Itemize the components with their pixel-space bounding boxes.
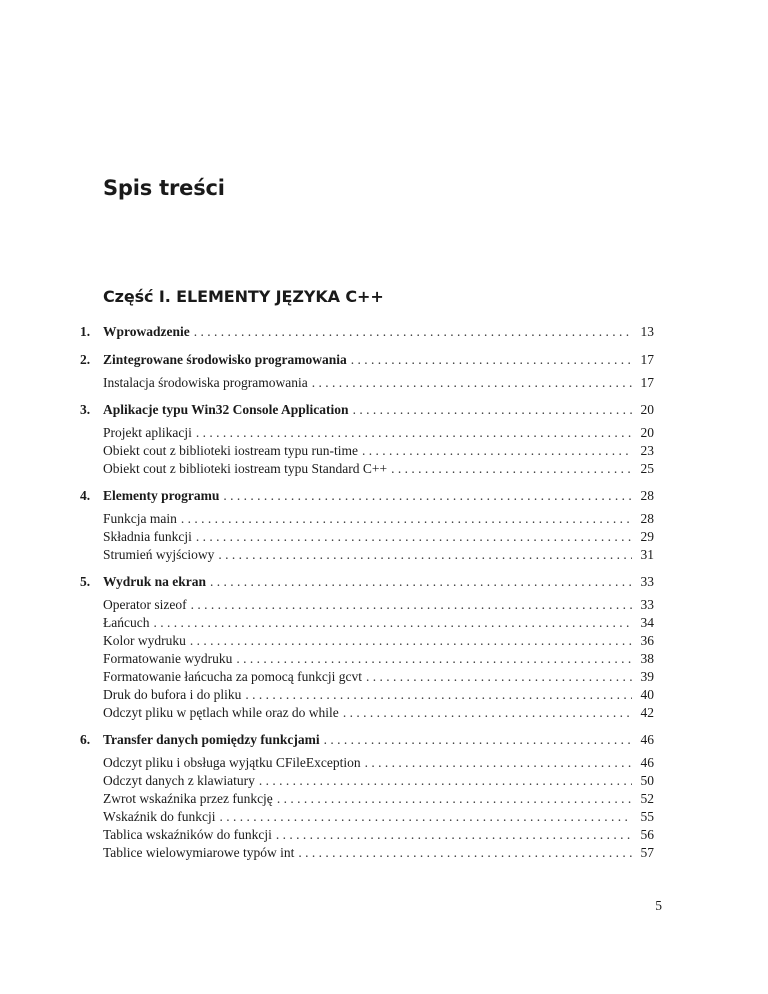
toc-section-list	[80, 510, 654, 564]
dot-leader	[153, 614, 632, 632]
section-page: 57	[640, 845, 654, 860]
section-title: Odczyt pliku i obsługa wyjątku CFileException	[103, 755, 361, 770]
chapter-page: 13	[640, 324, 654, 339]
dot-leader	[343, 704, 632, 722]
section-page: 56	[640, 827, 654, 842]
toc-section-entry[interactable]	[80, 790, 654, 808]
page-number: 5	[655, 898, 662, 913]
toc-section-entry[interactable]	[80, 374, 654, 392]
chapter-number: 2.	[80, 352, 91, 367]
section-page: 46	[640, 755, 654, 770]
section-title: Strumień wyjściowy	[103, 547, 215, 562]
dot-leader	[391, 460, 632, 478]
toc-section-entry[interactable]	[80, 754, 654, 772]
section-title: Zwrot wskaźnika przez funkcję	[103, 791, 273, 806]
toc-section-entry[interactable]	[80, 668, 654, 686]
dot-leader	[218, 546, 632, 564]
toc-section-list	[80, 374, 654, 392]
section-page: 36	[640, 633, 654, 648]
section-title: Odczyt danych z klawiatury	[103, 773, 255, 788]
section-title: Projekt aplikacji	[103, 425, 192, 440]
toc-section-entry[interactable]	[80, 424, 654, 442]
toc-section-entry[interactable]	[80, 826, 654, 844]
section-title: Operator sizeof	[103, 597, 187, 612]
toc-chapter-entry[interactable]	[80, 350, 654, 370]
chapter-page: 46	[640, 732, 654, 747]
dot-leader	[362, 442, 632, 460]
toc-section-entry[interactable]	[80, 442, 654, 460]
section-page: 28	[640, 511, 654, 526]
dot-leader	[196, 528, 632, 546]
dot-leader	[196, 424, 632, 442]
dot-leader	[312, 374, 632, 392]
toc-section-entry[interactable]	[80, 808, 654, 826]
toc-chapter	[80, 322, 654, 342]
section-page: 42	[640, 705, 654, 720]
dot-leader	[190, 632, 632, 650]
section-page: 33	[640, 597, 654, 612]
toc-section-entry[interactable]	[80, 528, 654, 546]
chapter-number: 6.	[80, 732, 91, 747]
section-page: 52	[640, 791, 654, 806]
section-page: 29	[640, 529, 654, 544]
dot-leader	[223, 486, 632, 506]
section-page: 50	[640, 773, 654, 788]
section-title: Tablica wskaźników do funkcji	[103, 827, 272, 842]
section-title: Obiekt cout z biblioteki iostream typu run-time	[103, 443, 358, 458]
dot-leader	[245, 686, 632, 704]
dot-leader	[181, 510, 632, 528]
dot-leader	[194, 322, 632, 342]
section-page: 38	[640, 651, 654, 666]
section-page: 20	[640, 425, 654, 440]
toc-section-entry[interactable]	[80, 844, 654, 862]
section-page: 39	[640, 669, 654, 684]
page-title: Spis treści	[103, 176, 225, 200]
part-heading: Część I. ELEMENTY JĘZYKA C++	[103, 287, 384, 306]
toc-section-entry[interactable]	[80, 704, 654, 722]
section-title: Formatowanie wydruku	[103, 651, 233, 666]
toc-section-list	[80, 424, 654, 478]
toc-chapter-entry[interactable]	[80, 322, 654, 342]
section-title: Funkcja main	[103, 511, 177, 526]
section-title: Odczyt pliku w pętlach while oraz do while	[103, 705, 339, 720]
toc-chapter	[80, 486, 654, 564]
section-page: 55	[640, 809, 654, 824]
dot-leader	[191, 596, 632, 614]
section-title: Druk do bufora i do pliku	[103, 687, 242, 702]
section-title: Łańcuch	[103, 615, 150, 630]
section-title: Formatowanie łańcucha za pomocą funkcji gcvt	[103, 669, 363, 684]
section-title: Składnia funkcji	[103, 529, 192, 544]
chapter-title: Elementy programu	[103, 488, 220, 503]
chapter-number: 3.	[80, 402, 91, 417]
toc-section-entry[interactable]	[80, 596, 654, 614]
toc-section-entry[interactable]	[80, 510, 654, 528]
section-page: 31	[640, 547, 654, 562]
dot-leader	[259, 772, 632, 790]
dot-leader	[353, 400, 632, 420]
section-title: Instalacja środowiska programowania	[103, 375, 308, 390]
dot-leader	[236, 650, 632, 668]
toc-section-entry[interactable]	[80, 686, 654, 704]
dot-leader	[365, 754, 632, 772]
chapter-title: Aplikacje typu Win32 Console Application	[103, 402, 349, 417]
section-page: 40	[640, 687, 654, 702]
toc-section-entry[interactable]	[80, 632, 654, 650]
dot-leader	[276, 826, 632, 844]
section-page: 17	[640, 375, 654, 390]
dot-leader	[219, 808, 632, 826]
dot-leader	[366, 668, 632, 686]
section-page: 23	[640, 443, 654, 458]
toc-chapter	[80, 572, 654, 722]
chapter-number: 1.	[80, 324, 91, 339]
toc-section-list	[80, 754, 654, 862]
chapter-page: 33	[640, 574, 654, 589]
dot-leader	[298, 844, 632, 862]
toc-chapter-entry[interactable]	[80, 400, 654, 420]
chapter-page: 17	[640, 352, 654, 367]
toc-chapter-entry[interactable]	[80, 730, 654, 750]
dot-leader	[210, 572, 632, 592]
toc-chapter	[80, 350, 654, 392]
chapter-page: 28	[640, 488, 654, 503]
section-title: Wskaźnik do funkcji	[103, 809, 216, 824]
section-page: 25	[640, 461, 654, 476]
section-title: Kolor wydruku	[103, 633, 186, 648]
toc-chapter-entry[interactable]	[80, 572, 654, 592]
chapter-title: Transfer danych pomiędzy funkcjami	[103, 732, 320, 747]
chapter-number: 5.	[80, 574, 91, 589]
chapter-title: Wprowadzenie	[103, 324, 190, 339]
toc-section-entry[interactable]	[80, 614, 654, 632]
table-of-contents	[80, 322, 654, 862]
chapter-number: 4.	[80, 488, 91, 503]
section-page: 34	[640, 615, 654, 630]
section-title: Tablice wielowymiarowe typów int	[103, 845, 295, 860]
toc-section-entry[interactable]	[80, 460, 654, 478]
dot-leader	[351, 350, 632, 370]
chapter-title: Wydruk na ekran	[103, 574, 207, 589]
toc-section-entry[interactable]	[80, 772, 654, 790]
toc-chapter-entry[interactable]	[80, 486, 654, 506]
dot-leader	[277, 790, 632, 808]
toc-chapter	[80, 400, 654, 478]
toc-chapter	[80, 730, 654, 862]
toc-section-list	[80, 596, 654, 722]
toc-section-entry[interactable]	[80, 650, 654, 668]
dot-leader	[324, 730, 632, 750]
section-title: Obiekt cout z biblioteki iostream typu Standard C++	[103, 461, 388, 476]
chapter-title: Zintegrowane środowisko programowania	[103, 352, 347, 367]
toc-section-entry[interactable]	[80, 546, 654, 564]
chapter-page: 20	[640, 402, 654, 417]
